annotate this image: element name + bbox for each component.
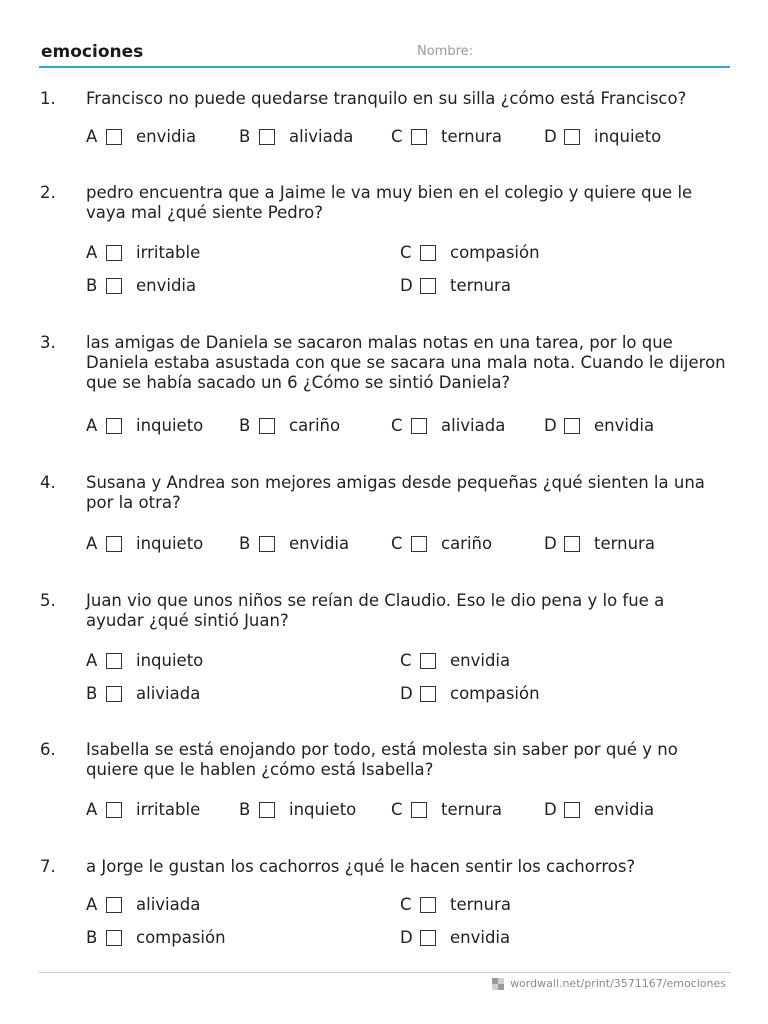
option-letter: A bbox=[86, 126, 98, 146]
option-a[interactable] bbox=[86, 125, 196, 147]
option-letter: A bbox=[86, 799, 98, 819]
option-d[interactable] bbox=[400, 926, 510, 948]
option-label: aliviada bbox=[441, 415, 506, 435]
answer-checkbox[interactable] bbox=[411, 129, 427, 145]
question-number: 7. bbox=[40, 857, 56, 876]
answer-checkbox[interactable] bbox=[106, 930, 122, 946]
option-c[interactable] bbox=[391, 125, 502, 147]
option-letter: A bbox=[86, 242, 98, 262]
page-title: emociones bbox=[41, 42, 144, 62]
option-label: inquieto bbox=[136, 533, 204, 553]
answer-checkbox[interactable] bbox=[420, 245, 436, 261]
name-field-label: Nombre: bbox=[417, 44, 474, 59]
option-d[interactable] bbox=[544, 798, 654, 820]
answer-checkbox[interactable] bbox=[420, 653, 436, 669]
option-label: envidia bbox=[136, 126, 197, 146]
option-letter: D bbox=[400, 275, 413, 295]
answer-checkbox[interactable] bbox=[564, 536, 580, 552]
option-letter: C bbox=[391, 415, 403, 435]
option-label: ternura bbox=[450, 894, 511, 914]
option-label: envidia bbox=[594, 799, 655, 819]
option-c[interactable] bbox=[400, 241, 540, 263]
question-text: Francisco no puede quedarse tranquilo en su silla ¿cómo está Francisco? bbox=[86, 89, 687, 108]
option-c[interactable] bbox=[391, 532, 492, 554]
answer-checkbox[interactable] bbox=[106, 686, 122, 702]
answer-checkbox[interactable] bbox=[564, 418, 580, 434]
option-b[interactable] bbox=[239, 414, 340, 436]
option-letter: C bbox=[400, 242, 412, 262]
answer-checkbox[interactable] bbox=[411, 536, 427, 552]
option-letter: D bbox=[544, 799, 557, 819]
option-label: envidia bbox=[450, 927, 511, 947]
option-letter: D bbox=[400, 927, 413, 947]
source-url[interactable]: wordwall.net/print/3571167/emociones bbox=[510, 977, 726, 990]
option-letter: B bbox=[239, 415, 251, 435]
option-letter: D bbox=[400, 683, 413, 703]
option-letter: B bbox=[86, 927, 98, 947]
option-letter: B bbox=[86, 275, 98, 295]
option-c[interactable] bbox=[400, 893, 511, 915]
option-label: inquieto bbox=[136, 415, 204, 435]
option-a[interactable] bbox=[86, 893, 200, 915]
answer-checkbox[interactable] bbox=[259, 418, 275, 434]
option-letter: C bbox=[391, 799, 403, 819]
option-letter: B bbox=[86, 683, 98, 703]
option-b[interactable] bbox=[239, 798, 356, 820]
wordwall-logo-icon bbox=[492, 978, 504, 990]
option-label: inquieto bbox=[594, 126, 662, 146]
option-label: ternura bbox=[441, 799, 502, 819]
option-label: aliviada bbox=[136, 894, 201, 914]
option-letter: C bbox=[391, 533, 403, 553]
option-d[interactable] bbox=[544, 532, 655, 554]
answer-checkbox[interactable] bbox=[411, 802, 427, 818]
option-label: inquieto bbox=[289, 799, 357, 819]
option-a[interactable] bbox=[86, 532, 203, 554]
option-label: aliviada bbox=[289, 126, 354, 146]
option-d[interactable] bbox=[544, 414, 654, 436]
question-number: 5. bbox=[40, 591, 56, 610]
answer-checkbox[interactable] bbox=[106, 278, 122, 294]
answer-checkbox[interactable] bbox=[259, 536, 275, 552]
option-b[interactable] bbox=[239, 125, 353, 147]
answer-checkbox[interactable] bbox=[106, 802, 122, 818]
option-label: envidia bbox=[136, 275, 197, 295]
answer-checkbox[interactable] bbox=[106, 897, 122, 913]
option-a[interactable] bbox=[86, 414, 203, 436]
option-label: envidia bbox=[450, 650, 511, 670]
question-number: 1. bbox=[40, 89, 56, 108]
option-label: compasión bbox=[450, 242, 540, 262]
option-b[interactable] bbox=[86, 682, 200, 704]
option-label: inquieto bbox=[136, 650, 204, 670]
question-number: 6. bbox=[40, 740, 56, 759]
option-letter: D bbox=[544, 533, 557, 553]
option-letter: C bbox=[400, 650, 412, 670]
option-label: irritable bbox=[136, 242, 201, 262]
option-letter: B bbox=[239, 533, 251, 553]
option-label: cariño bbox=[441, 533, 493, 553]
footer-divider bbox=[39, 972, 730, 973]
answer-checkbox[interactable] bbox=[420, 930, 436, 946]
option-letter: C bbox=[400, 894, 412, 914]
option-label: ternura bbox=[594, 533, 655, 553]
answer-checkbox[interactable] bbox=[106, 536, 122, 552]
question-text: a Jorge le gustan los cachorros ¿qué le hacen sentir los cachorros? bbox=[86, 857, 636, 876]
option-letter: C bbox=[391, 126, 403, 146]
answer-checkbox[interactable] bbox=[420, 278, 436, 294]
option-letter: D bbox=[544, 126, 557, 146]
answer-checkbox[interactable] bbox=[106, 653, 122, 669]
answer-checkbox[interactable] bbox=[411, 418, 427, 434]
page-header bbox=[39, 36, 730, 68]
option-c[interactable] bbox=[400, 649, 510, 671]
question-text: Susana y Andrea son mejores amigas desde pequeñas ¿qué sienten la una por la otra? bbox=[86, 473, 705, 512]
question-text: las amigas de Daniela se sacaron malas notas en una tarea, por lo que Daniela estaba asustada con que se sacara una mala nota. Cuando le dijeron que se había sacado un 6 ¿Cómo se sintió Daniela? bbox=[86, 333, 726, 392]
option-label: aliviada bbox=[136, 683, 201, 703]
question-text: pedro encuentra que a Jaime le va muy bien en el colegio y quiere que le vaya mal ¿qué siente Pedro? bbox=[86, 183, 693, 222]
option-c[interactable] bbox=[391, 798, 502, 820]
option-d[interactable] bbox=[544, 125, 661, 147]
option-letter: B bbox=[239, 126, 251, 146]
question-text: Juan vio que unos niños se reían de Claudio. Eso le dio pena y lo fue a ayudar ¿qué sintió Juan? bbox=[86, 591, 665, 630]
question-text: Isabella se está enojando por todo, está molesta sin saber por qué y no quiere que le hablen ¿cómo está Isabella? bbox=[86, 740, 678, 779]
question-number: 2. bbox=[40, 183, 56, 202]
option-label: compasión bbox=[136, 927, 226, 947]
question-number: 4. bbox=[40, 473, 56, 492]
option-label: ternura bbox=[450, 275, 511, 295]
question-number: 3. bbox=[40, 333, 56, 352]
option-letter: A bbox=[86, 894, 98, 914]
option-label: ternura bbox=[441, 126, 502, 146]
option-letter: A bbox=[86, 415, 98, 435]
option-c[interactable] bbox=[391, 414, 505, 436]
option-a[interactable] bbox=[86, 241, 200, 263]
option-letter: A bbox=[86, 650, 98, 670]
option-label: cariño bbox=[289, 415, 341, 435]
option-d[interactable] bbox=[400, 274, 511, 296]
option-letter: A bbox=[86, 533, 98, 553]
option-label: compasión bbox=[450, 683, 540, 703]
page-footer bbox=[492, 977, 726, 990]
option-label: envidia bbox=[289, 533, 350, 553]
option-b[interactable] bbox=[239, 532, 349, 554]
answer-checkbox[interactable] bbox=[564, 802, 580, 818]
answer-checkbox[interactable] bbox=[420, 897, 436, 913]
option-letter: D bbox=[544, 415, 557, 435]
answer-checkbox[interactable] bbox=[106, 418, 122, 434]
answer-checkbox[interactable] bbox=[106, 129, 122, 145]
answer-checkbox[interactable] bbox=[106, 245, 122, 261]
answer-checkbox[interactable] bbox=[564, 129, 580, 145]
option-label: irritable bbox=[136, 799, 201, 819]
answer-checkbox[interactable] bbox=[420, 686, 436, 702]
option-b[interactable] bbox=[86, 926, 226, 948]
answer-checkbox[interactable] bbox=[259, 129, 275, 145]
option-d[interactable] bbox=[400, 682, 540, 704]
option-b[interactable] bbox=[86, 274, 196, 296]
option-label: envidia bbox=[594, 415, 655, 435]
option-a[interactable] bbox=[86, 649, 203, 671]
answer-checkbox[interactable] bbox=[259, 802, 275, 818]
option-a[interactable] bbox=[86, 798, 200, 820]
option-letter: B bbox=[239, 799, 251, 819]
